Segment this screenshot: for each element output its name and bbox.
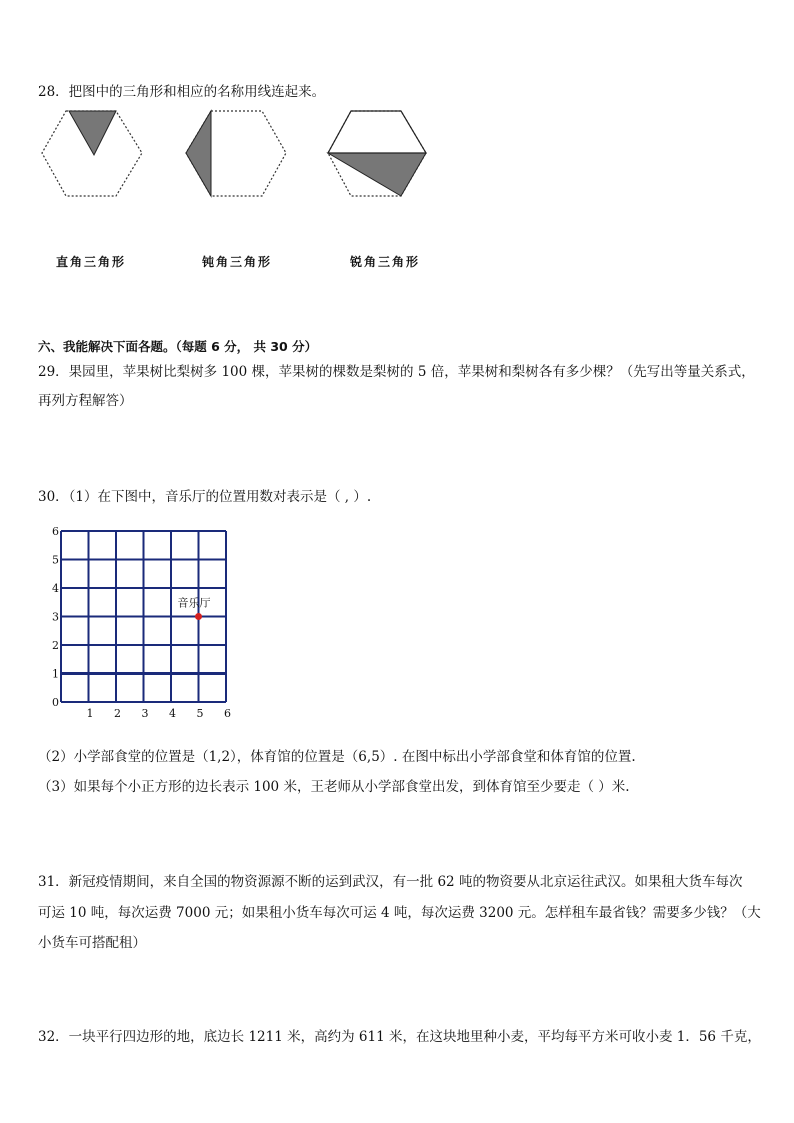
q29-line-1: 29．果园里，苹果树比梨树多 100 棵，苹果树的棵数是梨树的 5 倍，苹果树和梨树各有多少棵？（先写出等量关系式，	[38, 364, 755, 380]
coordinate-grid	[40, 522, 250, 727]
q32-line-1: 32．一块平行四边形的地，底边长 1211 米，高约为 611 米，在这块地里种小麦，平均每平方米可收小麦 1．56 千克，	[38, 1029, 761, 1045]
y-tick-label: 3	[52, 610, 59, 624]
label-acute-triangle: 锐角三角形	[350, 255, 421, 269]
q30-part-2: （2）小学部食堂的位置是（1,2），体育馆的位置是（6,5）. 在图中标出小学部食堂和体育馆的位置.	[38, 749, 636, 765]
q28-text: 28．把图中的三角形和相应的名称用线连起来。	[38, 84, 326, 100]
label-obtuse-triangle: 钝角三角形	[202, 255, 273, 269]
q31-line-3: 小货车可搭配租）	[38, 935, 146, 951]
q30-part-3: （3）如果每个小正方形的边长表示 100 米，王老师从小学部食堂出发，到体育馆至少要走（ ）米.	[38, 779, 630, 795]
q31-line-1: 31．新冠疫情期间，来自全国的物资源源不断的运到武汉，有一批 62 吨的物资要从北京运往武汉。如果租大货车每次	[38, 874, 743, 890]
y-tick-label: 6	[52, 525, 59, 538]
y-tick-label: 5	[52, 553, 59, 567]
section-6-title: 六、我能解决下面各题。（每题 6 分， 共 30 分）	[38, 339, 318, 354]
x-tick-label: 6	[224, 707, 231, 720]
hexagon-figures	[36, 105, 436, 205]
hexagon-figure-1	[42, 111, 142, 196]
y-tick-label: 2	[52, 639, 59, 652]
q29-line-2: 再列方程解答）	[38, 393, 133, 409]
music-hall-label: 音乐厅	[177, 596, 211, 610]
x-tick-label: 3	[141, 707, 149, 720]
x-tick-label: 4	[169, 707, 176, 720]
hexagon-figure-3	[328, 111, 426, 196]
y-tick-label: 1	[52, 667, 59, 681]
x-tick-label: 2	[114, 707, 121, 720]
label-right-triangle: 直角三角形	[56, 255, 127, 269]
q30-part-1: 30．（1）在下图中，音乐厅的位置用数对表示是（ , ）.	[38, 489, 372, 505]
q31-line-2: 可运 10 吨，每次运费 7000 元；如果租小货车每次可运 4 吨，每次运费 3200 元。怎样租车最省钱？需要多少钱？（大	[38, 905, 761, 921]
x-tick-label: 1	[86, 707, 94, 720]
y-tick-label: 4	[52, 582, 59, 595]
music-hall-point	[195, 613, 202, 620]
y-tick-label: 0	[52, 696, 59, 709]
hexagon-figure-2	[186, 111, 286, 196]
x-tick-label: 5	[196, 707, 204, 720]
